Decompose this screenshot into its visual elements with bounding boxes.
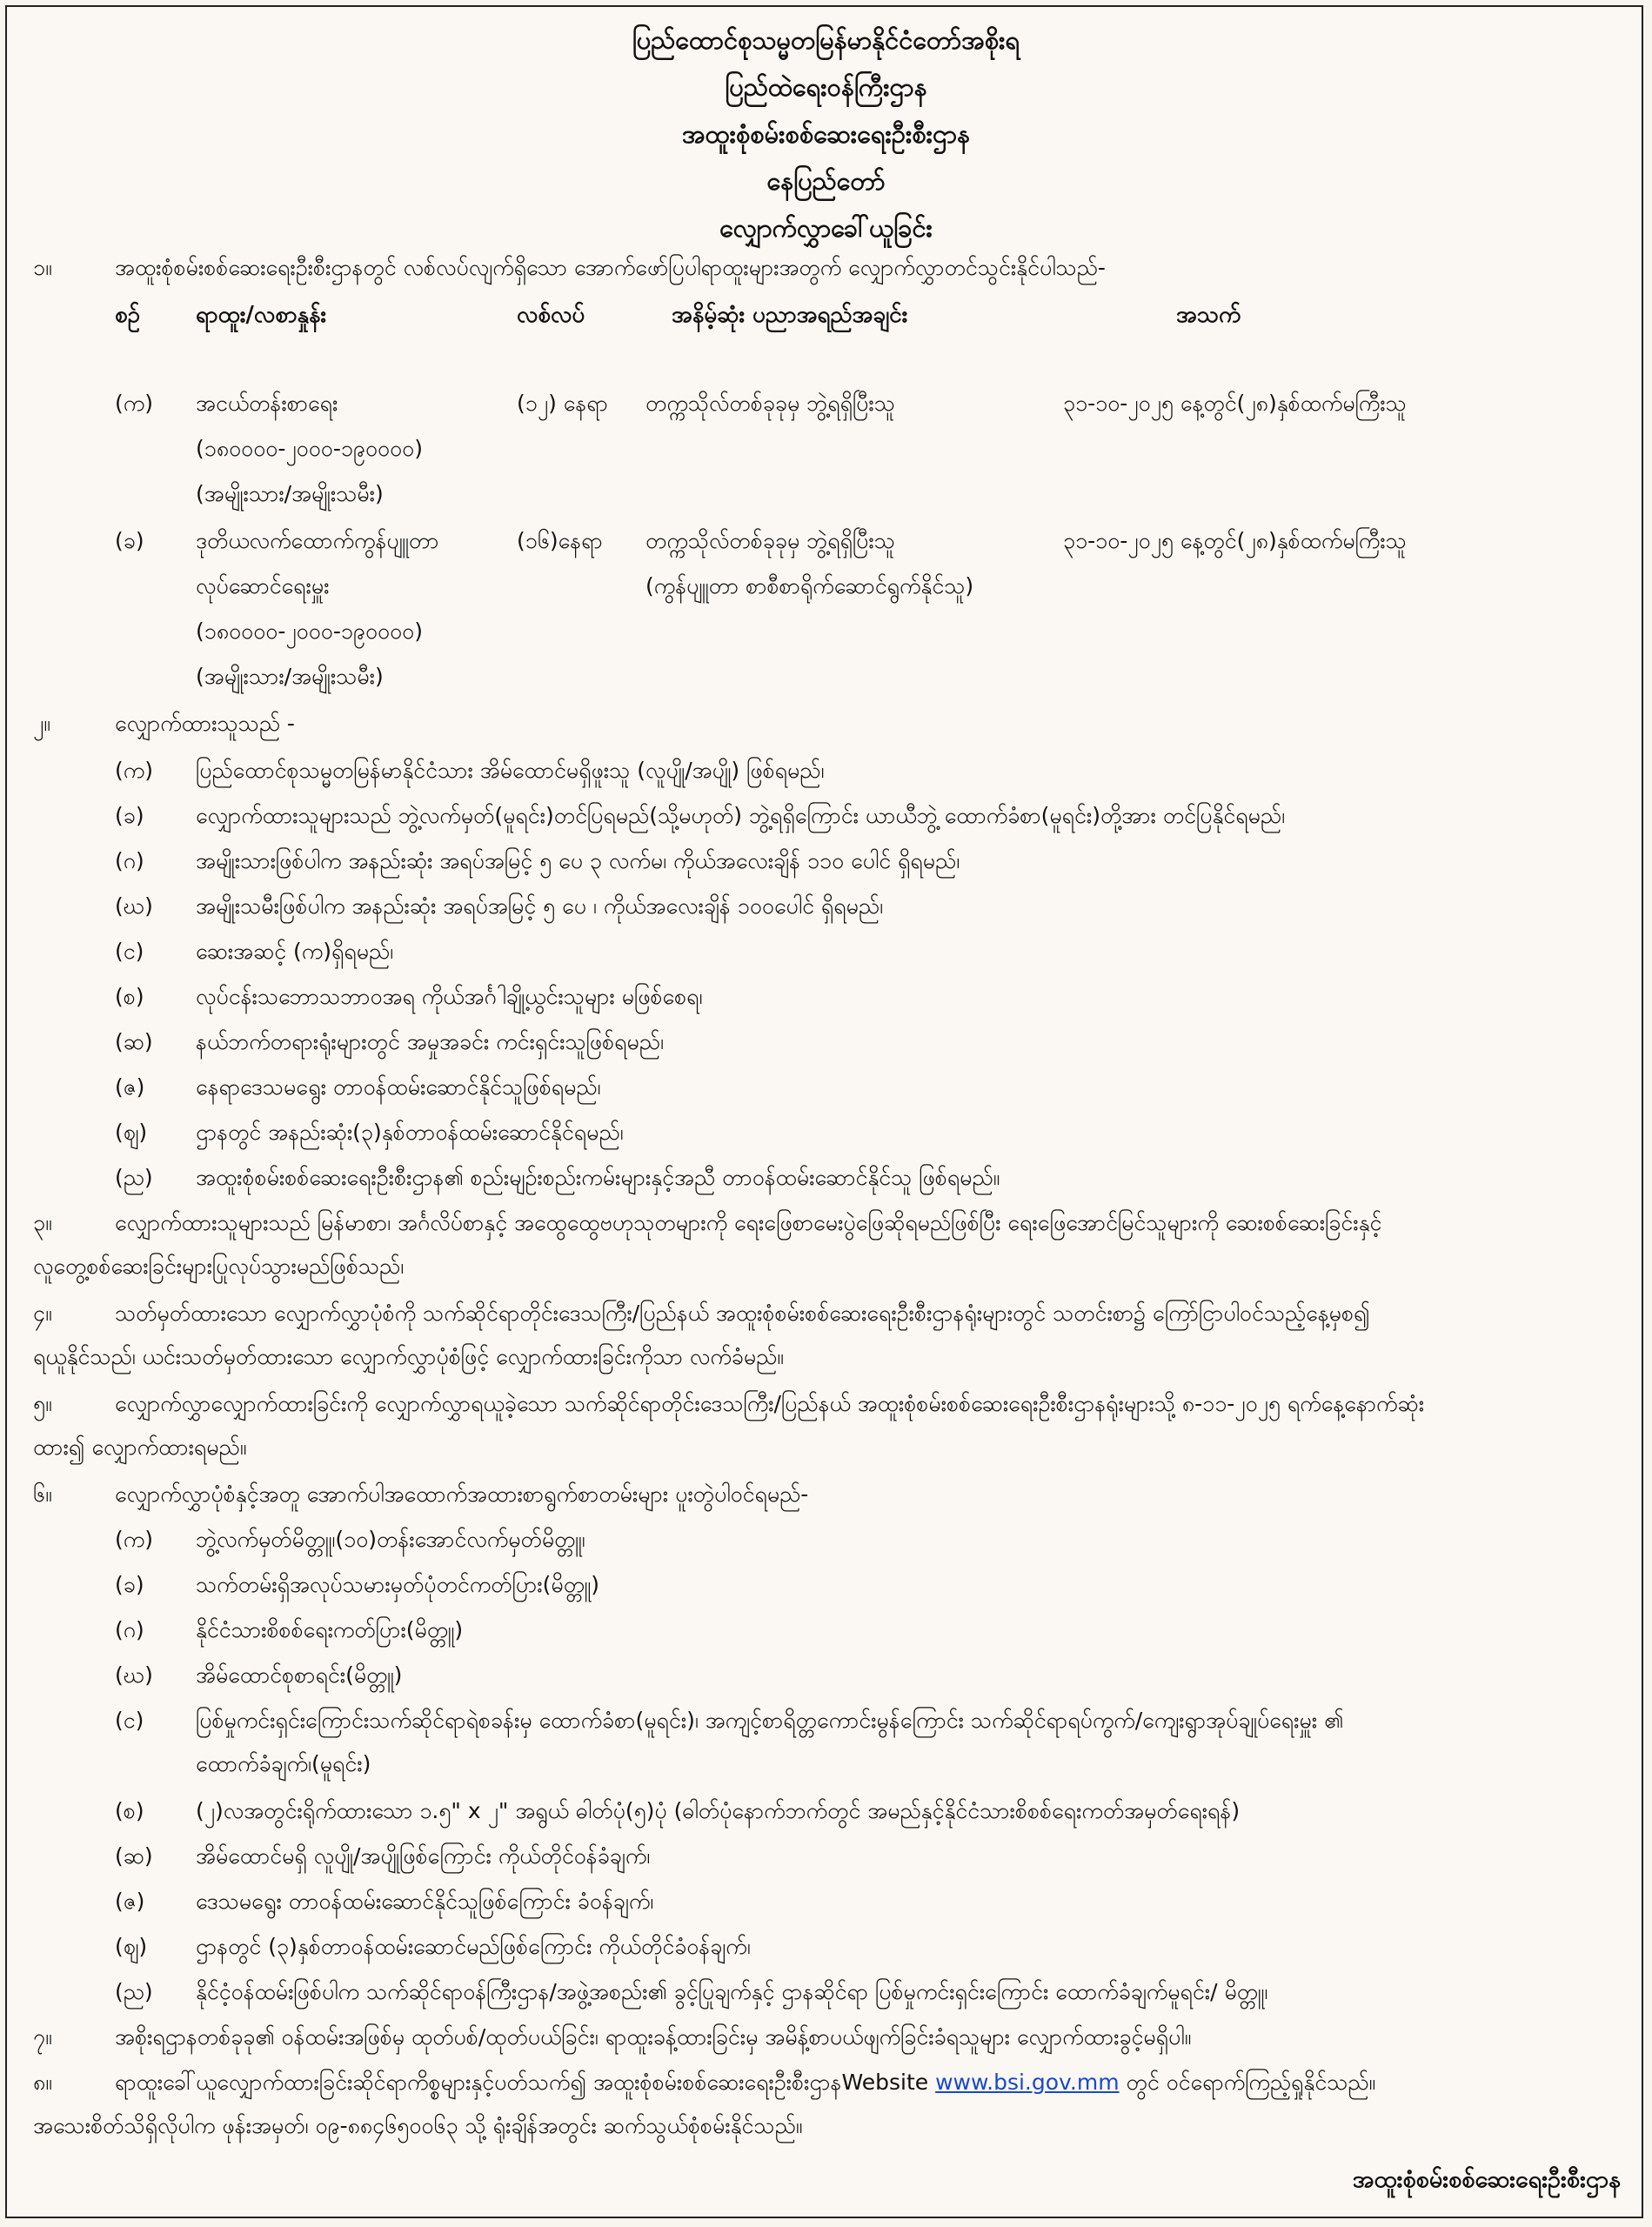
para7-number: ၇။ (33, 2024, 52, 2050)
para6-item-label: (ည) (115, 1979, 153, 2004)
table-header-position: ရာထူး/လစာနှုန်း (196, 302, 327, 328)
para6-item-text: အိမ်ထောင်မရှိ လူပျို/အပျိုဖြစ်ကြောင်း ကိုယ်တိုင်ဝန်ခံချက်၊ (196, 1843, 651, 1869)
para2-item-text: အမျိုးသမီးဖြစ်ပါက အနည်းဆုံး အရပ်အမြင့် ၅ ပေ ၊ ကိုယ်အလေးချိန် ၁၀၀ပေါင် ရှိရမည်၊ (196, 893, 884, 919)
para7-text: အစိုးရဌာနတစ်ခုခု၏ ဝန်ထမ်းအဖြစ်မှ ထုတ်ပစ်/ထုတ်ပယ်ခြင်း၊ ရာထူးခန့်ထားခြင်းမှ အမိန့်စာပယ်ဖျက်ခြင်းခံရသူများ လျှောက်ထားခွင့်မရှိပါ။ (115, 2024, 1192, 2050)
para6-item-label: (ဈ) (115, 1934, 148, 1959)
para2-number: ၂။ (33, 711, 50, 736)
row2-position-line3: (၁၈၀၀၀၀-၂၀၀၀-၁၉၀၀၀၀) (196, 619, 423, 644)
para2-item-text: ဌာနတွင် အနည်းဆုံး(၃)နှစ်တာဝန်ထမ်းဆောင်နိုင်ရမည်၊ (196, 1120, 624, 1145)
header-title: လျှောက်လွှာခေါ်ယူခြင်း (719, 213, 933, 243)
para4-line1: သတ်မှတ်ထားသော လျှောက်လွှာပုံစံကို သက်ဆိုင်ရာတိုင်းဒေသကြီး/ပြည်နယ် အထူးစုံစမ်းစစ်ဆေးရေးဦးစီးဌာနရုံးများတွင် သတင်းစာ၌ ကြော်ငြာပါဝင်သည့်နေ့မှစ၍ (115, 1301, 1370, 1326)
para6-item-text: ဘွဲ့လက်မှတ်မိတ္တူ၊(၁၀)တန်းအောင်လက်မှတ်မိတ္တူ၊ (196, 1527, 585, 1552)
para2-item-text: နယ်ဘက်တရားရုံးများတွင် အမှုအခင်း ကင်းရှင်းသူဖြစ်ရမည်၊ (196, 1029, 664, 1054)
para2-item-label: (ဈ) (115, 1120, 148, 1145)
row2-no: (ခ) (115, 528, 144, 553)
signature-department: အထူးစုံစမ်းစစ်ဆေးရေးဦးစီးဌာန (1352, 2166, 1621, 2193)
para2-item-text: အထူးစုံစမ်းစစ်ဆေးရေးဦးစီးဌာန၏ စည်းမျဉ်းစည်းကမ်းများနှင့်အညီ တာဝန်ထမ်းဆောင်နိုင်သူ ဖြစ်ရမည်။ (196, 1165, 1000, 1190)
header-department: အထူးစုံစမ်းစစ်ဆေးရေးဦးစီးဌာန (681, 119, 971, 149)
table-header-vacancy: လစ်လပ် (517, 302, 585, 328)
para5-line1: လျှောက်လွှာလျှောက်ထားခြင်းကို လျှောက်လွှာရယူခဲ့သော သက်ဆိုင်ရာတိုင်းဒေသကြီး/ပြည်နယ် အထူးစုံစမ်းစစ်ဆေးရေးဦးစီးဌာနရုံးများသို့ ၈-၁၁-၂၀၂၅ ရက်နေ့နောက်ဆုံး (115, 1391, 1425, 1416)
para2-item-text: လုပ်ငန်းသဘောသဘာဝအရ ကိုယ်အင်္ဂါချို့ယွင်းသူများ မဖြစ်စေရ၊ (196, 984, 703, 1009)
para6-item-label: (ဃ) (115, 1662, 153, 1688)
header-ministry: ပြည်ထဲရေးဝန်ကြီးဌာန (725, 72, 927, 102)
para2-item-label: (က) (115, 758, 153, 783)
para2-item-label: (ဃ) (115, 893, 153, 919)
para5-line2: ထား၍ လျှောက်ထားရမည်။ (33, 1435, 247, 1460)
para2-item-text: အမျိုးသားဖြစ်ပါက အနည်းဆုံး အရပ်အမြင့် ၅ ပေ ၃ လက်မ၊ ကိုယ်အလေးချိန် ၁၁၀ ပေါင် ရှိရမည်၊ (196, 848, 960, 873)
row1-vacancy: (၁၂) နေရာ (517, 391, 608, 416)
row2-age: ၃၁-၁၀-၂၀၂၅ နေ့တွင်(၂၈)နှစ်ထက်မကြီးသူ (1063, 528, 1407, 553)
header-city: နေပြည်တော် (766, 166, 886, 196)
para3-line1: လျှောက်ထားသူများသည် မြန်မာစာ၊ အင်္ဂလိပ်စာနှင့် အထွေထွေဗဟုသုတများကို ရေးဖြေစာမေးပွဲဖြေဆိုရမည်ဖြစ်ပြီး ရေးဖြေအောင်မြင်သူများကို ဆေးစစ်ဆေးခြင်းနှင့် (115, 1210, 1382, 1235)
row1-position-line3: (အမျိုးသား/အမျိုးသမီး) (196, 481, 384, 506)
para2-item-label: (ဂ) (115, 848, 144, 873)
row1-qualification: တက္ကသိုလ်တစ်ခုခုမှ ဘွဲ့ရရှိပြီးသူ (645, 391, 895, 416)
para2-item-text: ပြည်ထောင်စုသမ္မတမြန်မာနိုင်ငံသား အိမ်ထောင်မရှိဖူးသူ (လူပျို/အပျို) ဖြစ်ရမည်၊ (196, 758, 825, 783)
row1-no: (က) (115, 391, 153, 416)
header-government: ပြည်ထောင်စုသမ္မတမြန်မာနိုင်ငံတော်အစိုးရ (632, 25, 1020, 55)
para8-line1 (115, 2069, 1375, 2101)
row2-vacancy: (၁၆)နေရာ (517, 528, 603, 553)
para8-line2: အသေးစိတ်သိရှိလိုပါက ဖုန်းအမှတ်၊ ၀၉-၈၈၄၆၅၀၀၆၃ သို့ ရုံးချိန်အတွင်း ဆက်သွယ်စုံစမ်းနိုင်သည်။ (33, 2113, 803, 2138)
para4-number: ၄။ (33, 1301, 52, 1326)
para6-item-text: (၂)လအတွင်းရိုက်ထားသော ၁.၅" x ၂" အရွယ် ဓါတ်ပုံ(၅)ပုံ (ဓါတ်ပုံနောက်ဘက်တွင် အမည်နှင့်နိုင်ငံသားစိစစ်ရေးကတ်အမှတ်ရေးရန်) (196, 1798, 1241, 1823)
table-header-qualification: အနိမ့်ဆုံး ပညာအရည်အချင်း (672, 302, 908, 328)
para8-text-after: တွင် ဝင်ရောက်ကြည့်ရှုနိုင်သည်။ (1119, 2070, 1376, 2095)
para6-item-label: (င) (115, 1708, 144, 1733)
para2-item-label: (ခ) (115, 803, 144, 828)
para5-number: ၅။ (33, 1391, 52, 1416)
para2-title: လျှောက်ထားသူသည် - (115, 711, 295, 736)
para2-item-text: လျှောက်ထားသူများသည် ဘွဲ့လက်မှတ်(မူရင်း)တင်ပြရမည်(သို့မဟုတ်) ဘွဲ့ရရှိကြောင်း ယာယီဘွဲ့ ထောက်ခံစာ(မူရင်း)တို့အား တင်ပြနိုင်ရမည်၊ (196, 803, 1286, 828)
para3-line2: လူတွေ့စစ်ဆေးခြင်းများပြုလုပ်သွားမည်ဖြစ်သည်၊ (33, 1254, 405, 1279)
row2-position-line4: (အမျိုးသား/အမျိုးသမီး) (196, 664, 384, 689)
para6-item-text: ပြစ်မှုကင်းရှင်းကြောင်းသက်ဆိုင်ရာရဲစခန်းမှ ထောက်ခံစာ(မူရင်း)၊ အကျင့်စာရိတ္တကောင်းမွန်ကြောင်း သက်ဆိုင်ရာရပ်ကွက်/ကျေးရွာအုပ်ချုပ်ရေးမှူး ၏ (196, 1708, 1344, 1733)
para6-item-label: (ဂ) (115, 1617, 144, 1642)
para2-item-label: (စ) (115, 984, 144, 1009)
row1-position-line1: အငယ်တန်းစာရေး (196, 391, 338, 416)
row2-qualification-line1: တက္ကသိုလ်တစ်ခုခုမှ ဘွဲ့ရရှိပြီးသူ (645, 528, 895, 553)
para6-item-label: (စ) (115, 1798, 144, 1823)
para6-item-text: ဌာနတွင် (၃)နှစ်တာဝန်ထမ်းဆောင်မည်ဖြစ်ကြောင်း ကိုယ်တိုင်ခံဝန်ချက်၊ (196, 1934, 751, 1959)
para2-item-label: (ဇ) (115, 1074, 145, 1100)
para2-item-label: (ည) (115, 1165, 153, 1190)
para6-item-text: နိုင်ငံသားစိစစ်ရေးကတ်ပြား(မိတ္တူ) (196, 1617, 464, 1642)
para6-item-text: နိုင်ငံ့ဝန်ထမ်းဖြစ်ပါက သက်ဆိုင်ရာဝန်ကြီးဌာန/အဖွဲ့အစည်း၏ ခွင့်ပြုချက်နှင့် ဌာနဆိုင်ရာ ပြစ်မှုကင်းရှင်းကြောင်း ထောက်ခံချက်မူရင်း/ မိတ္တူ၊ (196, 1979, 1268, 2004)
para4-line2: ရယူနိုင်သည်၊ ယင်းသတ်မှတ်ထားသော လျှောက်လွှာပုံစံဖြင့် လျှောက်ထားခြင်းကိုသာ လက်ခံမည်။ (33, 1344, 784, 1369)
para2-item-label: (ဆ) (115, 1029, 153, 1054)
document-frame (5, 5, 1643, 2218)
para6-item-text-continued: ထောက်ခံချက်၊(မူရင်း) (196, 1751, 371, 1776)
para6-item-text: အိမ်ထောင်စုစာရင်း(မိတ္တူ) (196, 1662, 403, 1688)
row2-position-line2: လုပ်ဆောင်ရေးမှူး (196, 573, 330, 599)
para6-item-text: သက်တမ်းရှိအလုပ်သမားမှတ်ပုံတင်ကတ်ပြား(မိတ္တူ) (196, 1572, 599, 1597)
row1-position-line2: (၁၈၀၀၀၀-၂၀၀၀-၁၉၀၀၀၀) (196, 436, 423, 461)
para6-item-label: (ခ) (115, 1572, 144, 1597)
para6-item-label: (ဇ) (115, 1889, 145, 1914)
para2-item-text: နေရာဒေသမရွေး တာဝန်ထမ်းဆောင်နိုင်သူဖြစ်ရမည်၊ (196, 1074, 601, 1100)
row2-qualification-line2: (ကွန်ပျူတာ စာစီစာရိုက်ဆောင်ရွက်နိုင်သူ) (645, 573, 974, 599)
website-link[interactable]: www.bsi.gov.mm (935, 2070, 1120, 2095)
para6-item-text: ဒေသမရွေး တာဝန်ထမ်းဆောင်နိုင်သူဖြစ်ကြောင်း ခံဝန်ချက်၊ (196, 1889, 654, 1914)
table-header-age: အသက် (1176, 302, 1241, 328)
para8-number: ၈။ (33, 2070, 52, 2095)
para6-number: ၆။ (33, 1481, 52, 1507)
para6-title: လျှောက်လွှာပုံစံနှင့်အတူ အောက်ပါအထောက်အထားစာရွက်စာတမ်းများ ပူးတွဲပါဝင်ရမည်- (115, 1481, 809, 1507)
row2-position-line1: ဒုတိယလက်ထောက်ကွန်ပျူတာ (196, 528, 439, 553)
para2-item-text: ဆေးအဆင့် (က)ရှိရမည်၊ (196, 939, 394, 964)
para2-item-label: (င) (115, 939, 144, 964)
para3-number: ၃။ (33, 1210, 52, 1235)
table-header-no: စဉ် (115, 302, 141, 328)
para6-item-label: (က) (115, 1527, 153, 1552)
para1-number: ၁။ (33, 255, 52, 280)
para6-item-label: (ဆ) (115, 1843, 153, 1869)
row1-age: ၃၁-၁၀-၂၀၂၅ နေ့တွင်(၂၈)နှစ်ထက်မကြီးသူ (1063, 391, 1407, 416)
para1-text: အထူးစုံစမ်းစစ်ဆေးရေးဦးစီးဌာနတွင် လစ်လပ်လျက်ရှိသော အောက်ဖော်ပြပါရာထူးများအတွက် လျှောက်လွှာတင်သွင်းနိုင်ပါသည်- (115, 255, 1106, 280)
para8-text-before: ရာထူးခေါ်ယူလျှောက်ထားခြင်းဆိုင်ရာကိစ္စများနှင့်ပတ်သက်၍ အထူးစုံစမ်းစစ်ဆေးရေးဦးစီးဌာနWebsite (115, 2070, 936, 2095)
